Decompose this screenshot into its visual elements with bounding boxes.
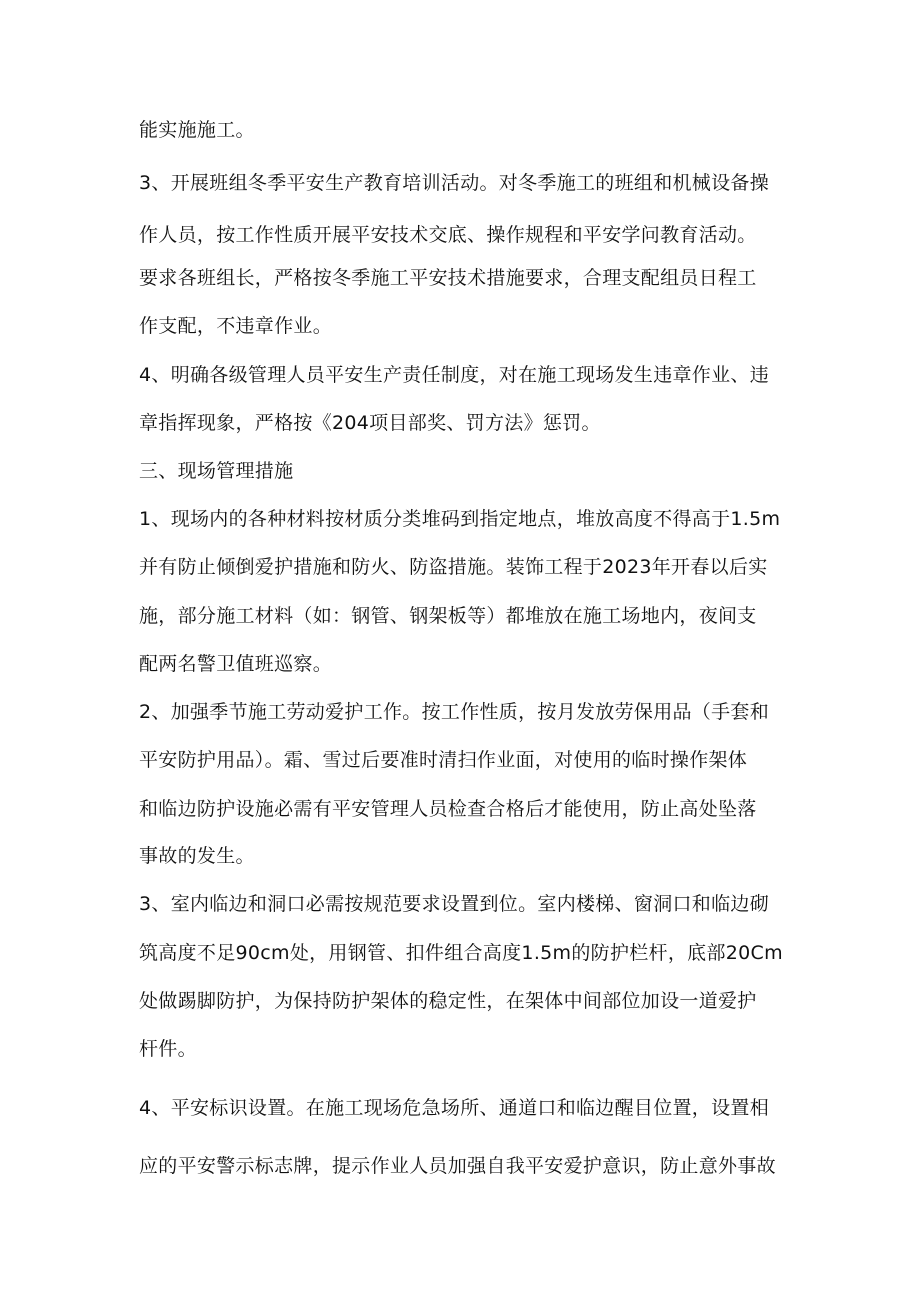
text-line: 4、明确各级管理人员平安生产责任制度，对在施工现场发生违章作业、违	[139, 364, 769, 386]
text-line: 能实施施工。	[139, 119, 255, 141]
text-line: 平安防护用品）。霜、雪过后要准时清扫作业面，对使用的临时操作架体	[139, 749, 748, 771]
text-line: 和临边防护设施必需有平安管理人员检查合格后才能使用，防止高处坠落	[139, 798, 757, 820]
text-line: 3、室内临边和洞口必需按规范要求设置到位。室内楼梯、窗洞口和临边砌	[139, 893, 769, 915]
text-line: 筑高度不足90cm处，用钢管、扣件组合高度1.5m的防护栏杆，底部20Cm	[139, 942, 783, 964]
text-line: 3、开展班组冬季平安生产教育培训活动。对冬季施工的班组和机械设备操	[139, 172, 769, 194]
text-line: 施，部分施工材料（如：钢管、钢架板等）都堆放在施工场地内，夜间支	[139, 605, 757, 627]
text-line: 杆件。	[139, 1038, 197, 1060]
text-line: 配两名警卫值班巡察。	[139, 653, 333, 675]
text-line: 作支配，不违章作业。	[139, 315, 333, 337]
text-line: 事故的发生。	[139, 845, 255, 867]
text-line: 章指挥现象，严格按《204项目部奖、罚方法》惩罚。	[139, 412, 601, 434]
text-line: 要求各班组长，严格按冬季施工平安技术措施要求，合理支配组员日程工	[139, 267, 757, 289]
text-line: 2、加强季节施工劳动爱护工作。按工作性质，按月发放劳保用品（手套和	[139, 701, 769, 723]
text-line: 1、现场内的各种材料按材质分类堆码到指定地点，堆放高度不得高于1.5m	[139, 508, 781, 530]
text-line: 应的平安警示标志牌，提示作业人员加强自我平安爱护意识，防止意外事故	[139, 1155, 776, 1177]
section-heading: 三、现场管理措施	[139, 460, 294, 482]
text-line: 作人员，按工作性质开展平安技术交底、操作规程和平安学问教育活动。	[139, 224, 757, 246]
text-line: 并有防止倾倒爱护措施和防火、防盗措施。装饰工程于2023年开春以后实	[139, 556, 768, 578]
text-line: 处做踢脚防护，为保持防护架体的稳定性，在架体中间部位加设一道爱护	[139, 990, 757, 1012]
text-line: 4、平安标识设置。在施工现场危急场所、通道口和临边醒目位置，设置相	[139, 1097, 769, 1119]
